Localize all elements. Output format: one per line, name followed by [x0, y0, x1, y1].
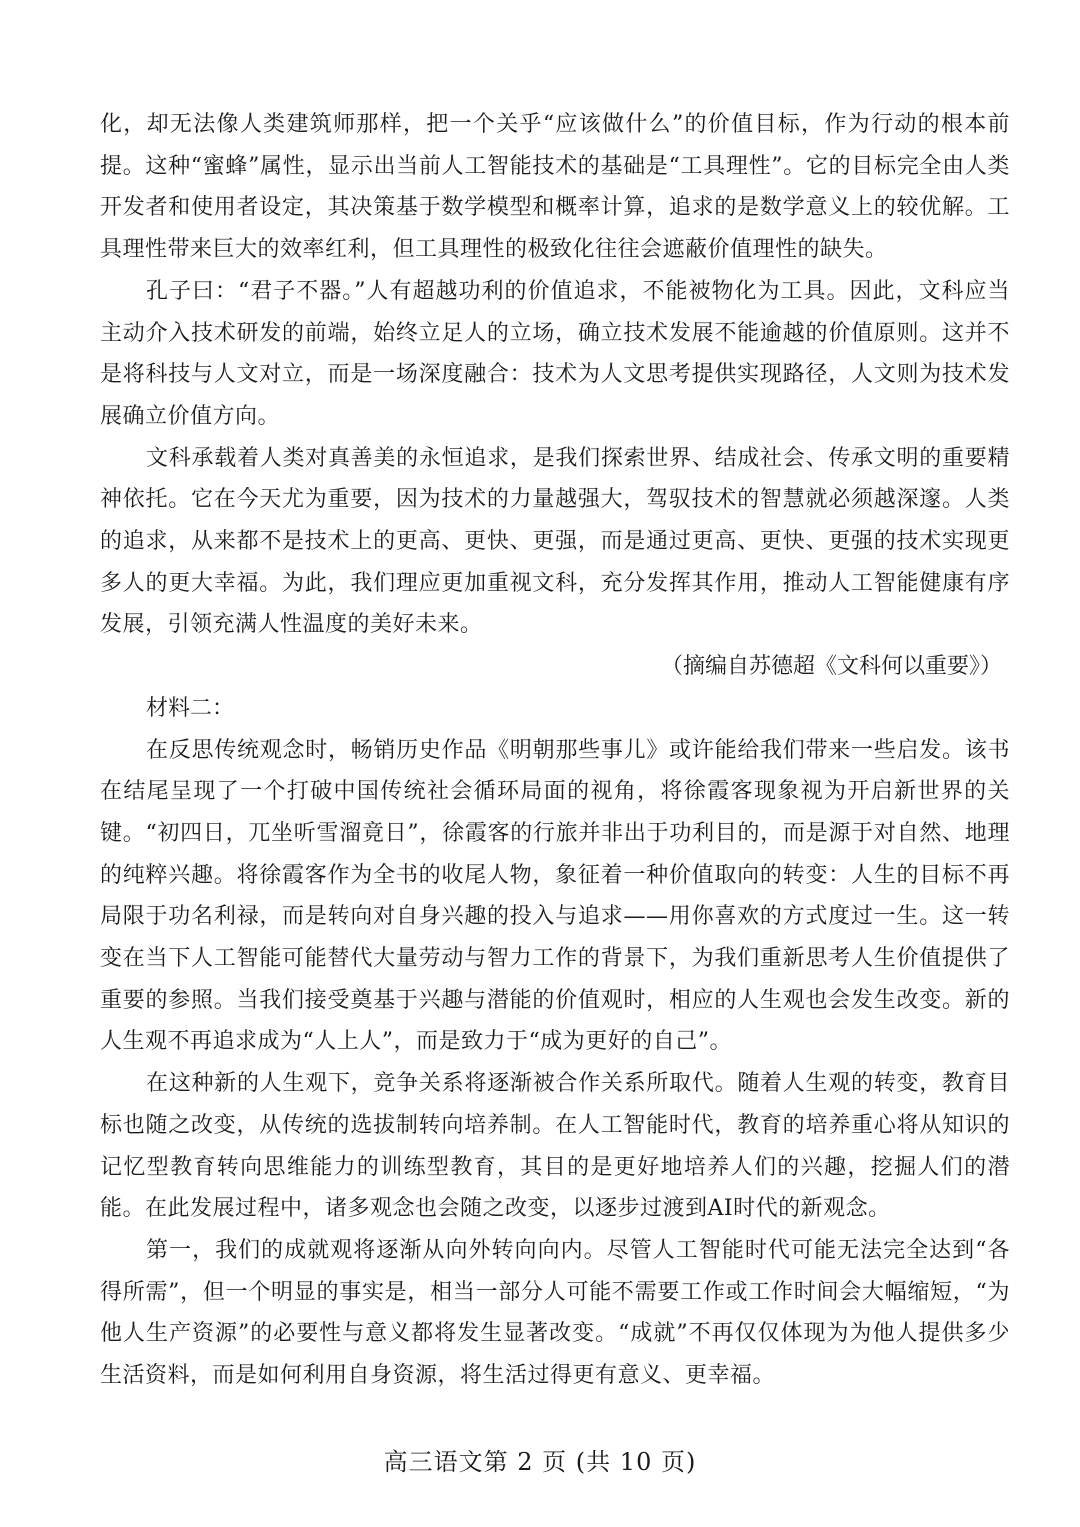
paragraph-confucius: 孔子曰：“君子不器。”人有超越功利的价值追求，不能被物化为工具。因此，文科应当主动介入技术研发的前端，始终立足人的立场，确立技术发展不能逾越的价值原则。这并不是将科技与人文对立，而是一场深度融合：技术为人文思考提供实现路径，人文则为技术发展确立价值方向。 — [100, 278, 1010, 429]
paragraph-achievement: 第一，我们的成就观将逐渐从向外转向向内。尽管人工智能时代可能无法完全达到“各得所需”，但一个明显的事实是，相当一部分人可能不需要工作或工作时间会大幅缩短，“为他人生产资源”的必要性与意义都将发生显著改变。“成就”不再仅仅体现为为他人提供多少生活资料，而是如何利用自身资源，将生活过得更有意义、更幸福。 — [100, 1237, 1010, 1389]
source-citation: （摘编自苏德超《文科何以重要》） — [660, 654, 1002, 680]
paragraph-xu-xiake: 在反思传统观念时，畅销历史作品《明朝那些事儿》或许能给我们带来一些启发。该书在结尾呈现了一个打破中国传统社会循环局面的视角，将徐霞客现象视为开启新世界的关键。“初四日，兀坐听雪溜竟日”，徐霞客的行旅并非出于功利目的，而是源于对自然、地理的纯粹兴趣。将徐霞客作为全书的收尾人物，象征着一种价值取向的转变：人生的目标不再局限于功名利禄，而是转向对自身兴趣的投入与追求——用你喜欢的方式度过一生。这一转变在当下人工智能可能替代大量劳动与智力工作的背景下，为我们重新思考人生价值提供了重要的参照。当我们接受奠基于兴趣与潜能的价值观时，相应的人生观也会发生改变。新的人生观不再追求成为“人上人”，而是致力于“成为更好的自己”。 — [100, 737, 1010, 1055]
paragraph-humanities: 文科承载着人类对真善美的永恒追求，是我们探索世界、结成社会、传承文明的重要精神依托。它在今天尤为重要，因为技术的力量越强大，驾驭技术的智慧就必须越深邃。人类的追求，从来都不是技术上的更高、更快、更强，而是通过更高、更快、更强的技术实现更多人的更大幸福。为此，我们理应更加重视文科，充分发挥其作用，推动人工智能健康有序发展，引领充满人性温度的美好未来。 — [100, 445, 1010, 638]
material-two-heading: 材料二： — [146, 695, 235, 721]
article-body — [100, 104, 1010, 1397]
paragraph-education: 在这种新的人生观下，竞争关系将逐渐被合作关系所取代。随着人生观的转变，教育目标也随之改变，从传统的选拔制转向培养制。在人工智能时代，教育的培养重心将从知识的记忆型教育转向思维能力的训练型教育，其目的是更好地培养人们的兴趣，挖掘人们的潜能。在此发展过程中，诸多观念也会随之改变，以逐步过渡到AI时代的新观念。 — [100, 1071, 1010, 1222]
paragraph-continued: 化，却无法像人类建筑师那样，把一个关乎“应该做什么”的价值目标，作为行动的根本前提。这种“蜜蜂”属性，显示出当前人工智能技术的基础是“工具理性”。它的目标完全由人类开发者和使用者设定，其决策基于数学模型和概率计算，追求的是数学意义上的较优解。工具理性带来巨大的效率红利，但工具理性的极致化往往会遮蔽价值理性的缺失。 — [100, 112, 1010, 263]
page-footer: 高三语文第 2 页 (共 10 页) — [383, 1448, 697, 1476]
